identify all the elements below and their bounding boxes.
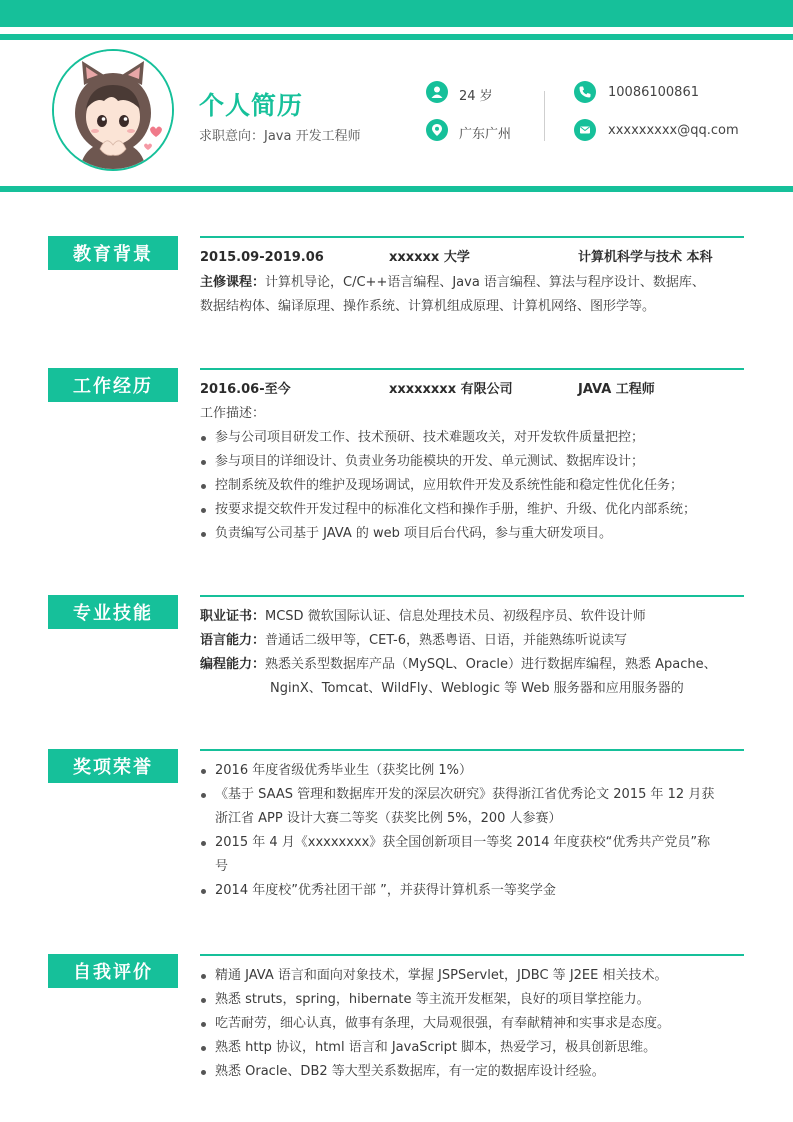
section-line-skills xyxy=(200,595,744,597)
section-title-awards: 奖项荣誉 xyxy=(48,749,178,783)
list-item: 熟悉 http 协议，html 语言和 JavaScript 脚本，热爱学习，极具创新思维。 xyxy=(200,1036,670,1060)
email-icon xyxy=(574,119,596,141)
job-intent: 求职意向：Java 开发工程师 xyxy=(199,129,361,144)
section-line-awards xyxy=(200,749,744,751)
phone-text[interactable]: 10086100861 xyxy=(608,85,699,100)
courses-line-1: 计算机导论，C/C++语言编程、Java 语言编程、算法与程序设计、数据库、 xyxy=(265,275,705,290)
education-period: 2015.09-2019.06 xyxy=(200,250,324,265)
section-title-self-eval: 自我评价 xyxy=(48,954,178,988)
header-bottom-bar xyxy=(0,186,793,192)
prog-line-2: NginX、Tomcat、WildFly、Weblogic 等 Web 服务器和应用服务器的 xyxy=(270,681,684,696)
avatar xyxy=(52,49,174,171)
section-line-work xyxy=(200,368,744,370)
user-icon xyxy=(426,81,448,103)
list-item: 熟悉 struts，spring，hibernate 等主流开发框架，良好的项目掌控能力。 xyxy=(200,988,670,1012)
section-title-skills: 专业技能 xyxy=(48,595,178,629)
courses-line-2: 数据结构体、编译原理、操作系统、计算机组成原理、计算机网络、图形学等。 xyxy=(200,299,656,314)
education-major: 计算机科学与技术 本科 xyxy=(578,250,713,265)
work-desc-label: 工作描述： xyxy=(200,406,266,421)
header-divider xyxy=(544,91,545,141)
lang-text: 普通话二级甲等，CET-6，熟悉粤语、日语，并能熟练听说读写 xyxy=(265,633,628,648)
list-item: 2016 年度省级优秀毕业生（获奖比例 1%） xyxy=(200,759,714,783)
list-item: 参与项目的详细设计、负责业务功能模块的开发、单元测试、数据库设计； xyxy=(200,450,696,474)
education-school: xxxxxx 大学 xyxy=(389,250,470,265)
top-accent-line xyxy=(0,34,793,40)
section-title-education: 教育背景 xyxy=(48,236,178,270)
prog-label: 编程能力： xyxy=(200,657,266,672)
section-line-self-eval xyxy=(200,954,744,956)
education-courses xyxy=(200,271,705,295)
list-item: 《基于 SAAS 管理和数据库开发的深层次研究》获得浙江省优秀论文 2015 年 12 月获 xyxy=(200,783,714,807)
section-line-education xyxy=(200,236,744,238)
self-eval-list xyxy=(200,964,670,1084)
prog-line-1: 熟悉关系型数据库产品（MySQL、Oracle）进行数据库编程，熟悉 Apache、 xyxy=(265,657,717,672)
lang-label: 语言能力： xyxy=(200,633,266,648)
list-item: 2015 年 4 月《xxxxxxxx》获全国创新项目一等奖 2014 年度获校“优秀共产党员”称 xyxy=(200,831,714,855)
list-item: 参与公司项目研发工作、技术预研、技术难题攻关，对开发软件质量把控； xyxy=(200,426,696,450)
work-period: 2016.06-至今 xyxy=(200,382,291,397)
list-item-continuation: 浙江省 APP 设计大赛二等奖（获奖比例 5%，200 人参赛） xyxy=(215,811,562,826)
list-item: 精通 JAVA 语言和面向对象技术，掌握 JSPServlet，JDBC 等 J2EE 相关技术。 xyxy=(200,964,670,988)
phone-icon xyxy=(574,81,596,103)
work-position: JAVA 工程师 xyxy=(578,382,655,397)
age-text: 24 岁 xyxy=(459,89,493,104)
list-item: 吃苦耐劳，细心认真，做事有条理，大局观很强，有奉献精神和实事求是态度。 xyxy=(200,1012,670,1036)
cert-label: 职业证书： xyxy=(200,609,266,624)
location-text: 广东广州 xyxy=(459,127,512,142)
awards-list xyxy=(200,759,714,903)
resume-title: 个人简历 xyxy=(199,91,304,120)
courses-label: 主修课程： xyxy=(200,275,266,290)
location-pin-icon xyxy=(426,119,448,141)
list-item-continuation: 号 xyxy=(215,859,229,874)
skills-cert xyxy=(200,605,646,629)
list-item: 熟悉 Oracle、DB2 等大型关系数据库，有一定的数据库设计经验。 xyxy=(200,1060,670,1084)
work-desc-list xyxy=(200,426,696,546)
skills-language xyxy=(200,629,627,653)
avatar-illustration xyxy=(54,51,172,169)
section-title-work: 工作经历 xyxy=(48,368,178,402)
list-item: 按要求提交软件开发过程中的标准化文档和操作手册，维护、升级、优化内部系统； xyxy=(200,498,696,522)
cert-text: MCSD 微软国际认证、信息处理技术员、初级程序员、软件设计师 xyxy=(265,609,646,624)
top-banner-bar xyxy=(0,0,793,27)
list-item: 2014 年度校”优秀社团干部 ”，并获得计算机系一等奖学金 xyxy=(200,879,714,903)
list-item: 负责编写公司基于 JAVA 的 web 项目后台代码，参与重大研发项目。 xyxy=(200,522,696,546)
work-company: xxxxxxxx 有限公司 xyxy=(389,382,513,397)
skills-programming xyxy=(200,653,717,677)
list-item: 控制系统及软件的维护及现场调试，应用软件开发及系统性能和稳定性优化任务； xyxy=(200,474,696,498)
email-text[interactable]: xxxxxxxxx@qq.com xyxy=(608,123,739,138)
